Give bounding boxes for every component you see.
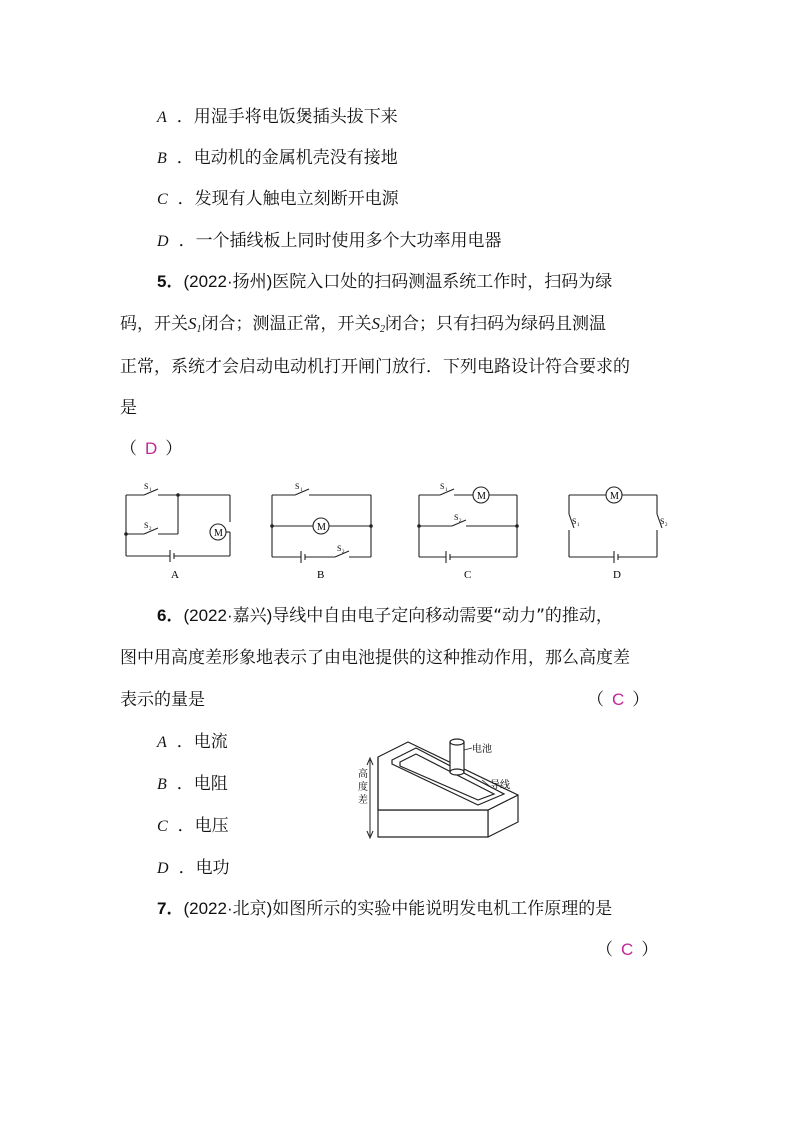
answer-paren-open: （ [120, 439, 137, 458]
switch-letter: S [371, 314, 380, 333]
question-text: 闭合；只有扫码为绿码且测温 [385, 314, 606, 334]
switch-label: S [337, 544, 342, 553]
wire-label: 导线 [490, 780, 510, 791]
option-letter: A [157, 734, 167, 751]
switch-subscript: 2 [149, 527, 152, 532]
answer-paren-close: ） [641, 940, 659, 959]
option-text: 电动机的金属机壳没有接地 [193, 148, 398, 168]
switch-label: S [144, 521, 149, 530]
switch-subscript: 2 [342, 550, 345, 555]
q5-line2 [120, 312, 606, 342]
option-text: 电阻 [193, 774, 228, 794]
option-text: 用湿手将电饭煲插头拔下来 [193, 107, 398, 127]
height-label-char: 差 [358, 795, 368, 806]
circuit-diagram-d [560, 482, 670, 582]
question-source: (2022·嘉兴) [183, 606, 273, 625]
switch-subscript: 1 [196, 324, 202, 335]
circuit-diagram-a [118, 482, 243, 582]
option-separator: ． [176, 774, 194, 794]
q6-option-a [157, 730, 228, 755]
question-number: 6． [157, 606, 184, 625]
option-text: 电压 [194, 816, 229, 836]
option-separator: ． [177, 816, 195, 836]
switch-subscript: 1 [300, 488, 303, 493]
question-text: 导线中自由电子定向移动需要“动力”的推动， [272, 606, 613, 626]
option-letter: D [157, 860, 169, 877]
height-difference-figure [358, 722, 533, 862]
question-source: (2022·北京) [183, 899, 273, 918]
q5-line1 [157, 270, 612, 294]
circuit-label: D [613, 569, 621, 581]
switch-label: S [454, 513, 459, 522]
switch-label: S [295, 482, 300, 491]
circuit-label: C [464, 569, 472, 581]
option-letter: B [157, 776, 167, 793]
q7-answer [596, 938, 658, 962]
question-number: 7． [157, 899, 184, 918]
option-letter: B [157, 150, 167, 167]
option-separator: ． [177, 189, 195, 209]
option-text: 电流 [193, 732, 228, 752]
option-letter: C [157, 818, 168, 835]
option-separator: ． [178, 858, 196, 878]
motor-label: M [317, 522, 326, 533]
switch-letter: S [188, 314, 197, 333]
q7-line1 [157, 897, 612, 921]
q6-line1 [157, 604, 613, 628]
answer-paren-open: （ [596, 940, 613, 959]
question-source: (2022·扬州) [183, 272, 273, 291]
answer-value: D [145, 439, 158, 458]
answer-paren-close: ） [632, 690, 650, 709]
option-text: 一个插线板上同时使用多个大功率用电器 [195, 231, 502, 251]
switch-label: S [440, 482, 445, 491]
switch-subscript: 2 [380, 324, 385, 335]
switch-subscript: 1 [149, 488, 152, 493]
option-letter: A [157, 109, 167, 126]
circuit-diagram-b [265, 482, 380, 582]
switch-subscript: 2 [665, 523, 668, 528]
q4-option-c [157, 187, 399, 212]
option-separator: ． [176, 107, 194, 127]
question-text: 闭合；测温正常，开关 [201, 314, 372, 334]
option-separator: ． [176, 732, 194, 752]
motor-label: M [610, 491, 619, 502]
circuit-label: A [171, 569, 179, 581]
switch-subscript: 1 [577, 523, 580, 528]
q6-option-c [157, 814, 229, 839]
answer-paren-close: ） [165, 439, 183, 458]
answer-value: C [612, 690, 625, 709]
option-text: 发现有人触电立刻断开电源 [194, 189, 399, 209]
q4-option-d [157, 229, 502, 254]
q6-line2: 图中用高度差形象地表示了由电池提供的这种推动作用，那么高度差 [120, 648, 630, 668]
question-text: 如图所示的实验中能说明发电机工作原理的是 [272, 899, 613, 919]
q6-option-b [157, 772, 228, 797]
switch-symbol [372, 314, 386, 333]
q6-answer [587, 688, 649, 712]
option-text: 电功 [195, 858, 230, 878]
q6-option-d [157, 856, 230, 881]
q5-line3: 正常，系统才会启动电动机打开闸门放行．下列电路设计符合要求的 [120, 357, 630, 377]
switch-subscript: 2 [459, 519, 462, 524]
question-text: 码，开关 [120, 314, 188, 334]
motor-label: M [477, 491, 486, 502]
switch-label: S [572, 517, 577, 526]
option-letter: C [157, 191, 168, 208]
switch-symbol [188, 314, 202, 333]
q5-answer [120, 437, 182, 461]
option-letter: D [157, 233, 169, 250]
circuit-diagram-c [412, 482, 527, 582]
switch-label: S [144, 482, 149, 491]
q4-option-b [157, 146, 398, 171]
question-number: 5． [157, 272, 184, 291]
q6-line3: 表示的量是 [120, 690, 205, 710]
q5-line4: 是 [120, 398, 137, 418]
height-label-char: 高 [358, 769, 368, 780]
battery-label: 电池 [472, 744, 492, 755]
answer-value: C [621, 940, 634, 959]
q4-option-a [157, 105, 398, 130]
switch-label: S [660, 517, 665, 526]
question-text: 医院入口处的扫码测温系统工作时，扫码为绿 [272, 272, 613, 292]
answer-paren-open: （ [587, 690, 604, 709]
motor-label: M [214, 528, 223, 539]
circuit-label: B [317, 569, 325, 581]
option-separator: ． [176, 148, 194, 168]
option-separator: ． [178, 231, 196, 251]
height-label-char: 度 [358, 782, 368, 793]
switch-subscript: 1 [445, 488, 448, 493]
